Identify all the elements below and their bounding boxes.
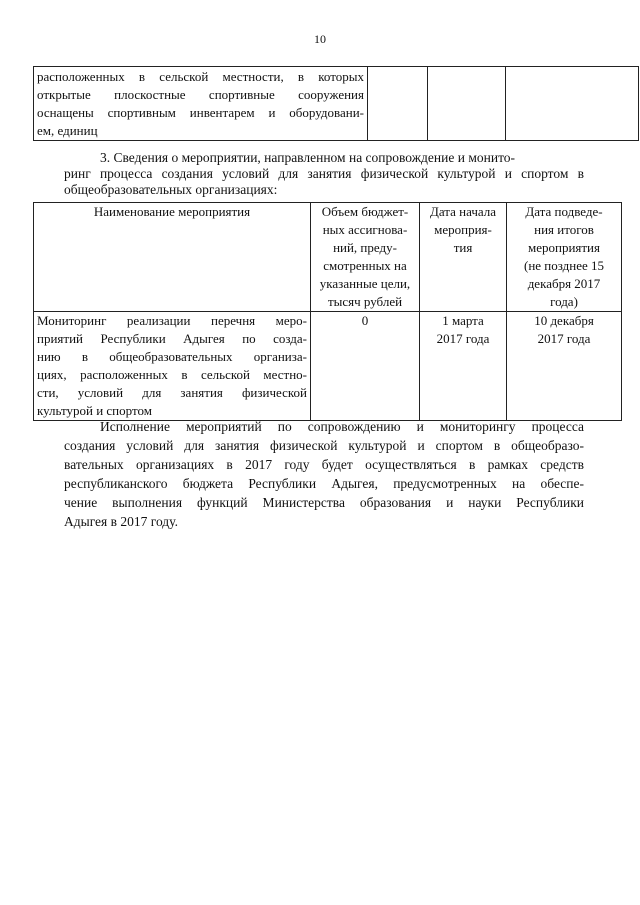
header-line: мероприятия bbox=[527, 240, 600, 255]
header-line: Объем бюджет- bbox=[321, 204, 409, 219]
cell-line: культурой и спортом bbox=[37, 403, 152, 418]
empty-cell bbox=[428, 67, 506, 141]
table-header-row bbox=[34, 203, 622, 312]
indicator-line: ем, единиц bbox=[37, 123, 98, 138]
indicator-line: расположенных в сельской местности, в которых bbox=[37, 69, 364, 84]
start-date-cell bbox=[420, 312, 507, 421]
header-line: мероприя- bbox=[434, 222, 492, 237]
budget-cell bbox=[311, 312, 420, 421]
activity-name-cell bbox=[34, 312, 311, 421]
cell-line: циях, расположенных в сельской местно- bbox=[37, 367, 307, 382]
paragraph-line: создания условий для занятия физической культурой и спортом в общеобразо- bbox=[64, 438, 584, 453]
header-line: (не позднее 15 bbox=[523, 258, 605, 273]
heading-line: ринг процесса создания условий для занятия физической культурой и спортом в bbox=[64, 166, 584, 181]
cell-line: 2017 года bbox=[537, 331, 591, 346]
header-line: Наименование мероприятия bbox=[93, 204, 251, 219]
cell-line: Мониторинг реализации перечня меро- bbox=[37, 313, 307, 328]
body-paragraph bbox=[64, 417, 584, 531]
continuation-table bbox=[33, 66, 639, 141]
header-line: Дата начала bbox=[429, 204, 497, 219]
column-header-end-date bbox=[507, 203, 622, 312]
table-row bbox=[34, 67, 639, 141]
indicator-line: оснащены спортивным инвентарем и оборудовани- bbox=[37, 105, 364, 120]
cell-line: 10 декабря bbox=[534, 313, 594, 328]
paragraph-line: вательных организациях в 2017 году будет осуществляться в рамках средств bbox=[64, 457, 584, 472]
section-heading bbox=[64, 150, 584, 198]
cell-line: приятий Республики Адыгея по созда- bbox=[37, 331, 307, 346]
cell-line: нию в общеобразовательных организа- bbox=[37, 349, 307, 364]
column-header-name bbox=[34, 203, 311, 312]
heading-line: 3. Сведения о мероприятии, направленном на сопровождение и монито- bbox=[100, 150, 516, 165]
page-number: 10 bbox=[314, 32, 326, 46]
empty-cell bbox=[368, 67, 428, 141]
empty-cell bbox=[506, 67, 639, 141]
header-line: ния итогов bbox=[534, 222, 594, 237]
indicator-line: открытые плоскостные спортивные сооружения bbox=[37, 87, 364, 102]
end-date-cell bbox=[507, 312, 622, 421]
paragraph-line: республиканского бюджета Республики Адыгея, предусмотренных на обеспе- bbox=[64, 476, 584, 491]
cell-line: 2017 года bbox=[436, 331, 490, 346]
cell-line: 1 марта bbox=[442, 313, 484, 328]
header-line: тия bbox=[453, 240, 473, 255]
header-line: ных ассигнова- bbox=[322, 222, 408, 237]
header-line: тысяч рублей bbox=[327, 294, 403, 309]
paragraph-line: чение выполнения функций Министерства образования и науки Республики bbox=[64, 495, 584, 510]
header-line: года) bbox=[550, 294, 578, 309]
header-line: указанные цели, bbox=[319, 276, 411, 291]
header-line: ний, преду- bbox=[333, 240, 397, 255]
column-header-budget bbox=[311, 203, 420, 312]
cell-line: сти, условий для занятия физической bbox=[37, 385, 307, 400]
header-line: декабря 2017 bbox=[527, 276, 601, 291]
paragraph-line: Исполнение мероприятий по сопровождению и мониторингу процесса bbox=[100, 419, 584, 434]
column-header-start-date bbox=[420, 203, 507, 312]
header-line: Дата подведе- bbox=[525, 204, 603, 219]
budget-value: 0 bbox=[361, 313, 369, 328]
paragraph-line: Адыгея в 2017 году. bbox=[64, 514, 178, 529]
header-line: смотренных на bbox=[323, 258, 407, 273]
table-row bbox=[34, 312, 622, 421]
heading-line: общеобразовательных организациях: bbox=[64, 182, 278, 197]
indicator-cell bbox=[34, 67, 368, 141]
activity-table bbox=[33, 202, 622, 421]
